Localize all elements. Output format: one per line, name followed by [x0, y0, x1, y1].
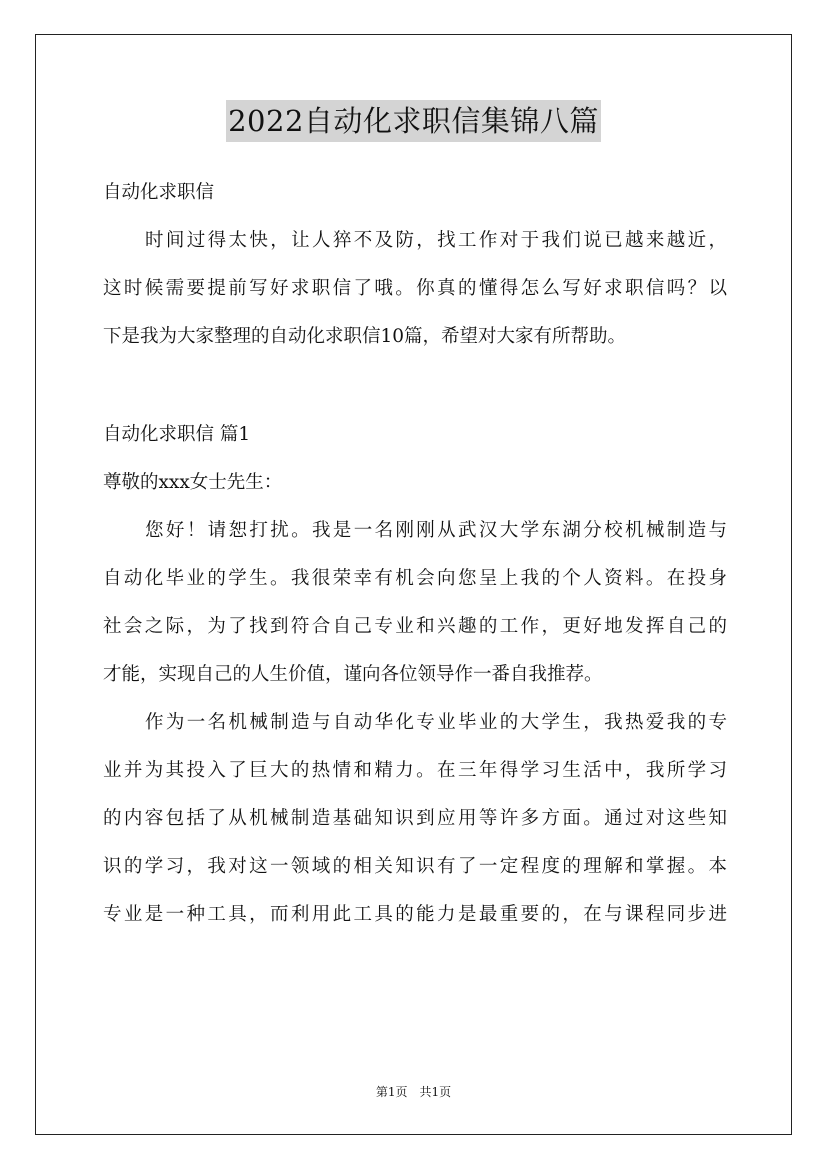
paragraph-line: 社会之际，为了找到符合自己专业和兴趣的工作，更好地发挥自己的	[103, 616, 727, 637]
paragraph-line: 识的学习，我对这一领域的相关知识有了一定程度的理解和掌握。本	[103, 856, 727, 877]
paragraph-spacer	[103, 361, 727, 411]
paragraph-line: 专业是一种工具，而利用此工具的能力是最重要的，在与课程同步进	[103, 904, 727, 925]
page-footer: 第1页 共1页	[375, 1085, 452, 1099]
title-container	[0, 100, 827, 142]
document-title: 2022自动化求职信集锦八篇	[226, 100, 601, 142]
paragraph-line: 自动化毕业的学生。我很荣幸有机会向您呈上我的个人资料。在投身	[103, 568, 727, 589]
salutation: 尊敬的xxx女士先生：	[103, 472, 283, 493]
section-heading: 自动化求职信 篇1	[103, 424, 251, 445]
paragraph-line: 时间过得太快，让人猝不及防，找工作对于我们说已越来越近，	[145, 230, 727, 251]
paragraph-line: 作为一名机械制造与自动华化专业毕业的大学生，我热爱我的专	[145, 712, 727, 733]
paragraph-line: 的内容包括了从机械制造基础知识到应用等许多方面。通过对这些知	[103, 808, 727, 829]
paragraph-line: 这时候需要提前写好求职信了哦。你真的懂得怎么写好求职信吗？以	[103, 278, 727, 299]
paragraph-line: 才能，实现自己的人生价值，谨向各位领导作一番自我推荐。	[103, 664, 603, 685]
paragraph-line: 业并为其投入了巨大的热情和精力。在三年得学习生活中，我所学习	[103, 760, 727, 781]
document-body	[103, 169, 727, 939]
paragraph-line: 下是我为大家整理的自动化求职信10篇，希望对大家有所帮助。	[103, 326, 627, 347]
section-heading: 自动化求职信	[103, 182, 215, 203]
paragraph-line: 您好！请恕打扰。我是一名刚刚从武汉大学东湖分校机械制造与	[145, 520, 727, 541]
